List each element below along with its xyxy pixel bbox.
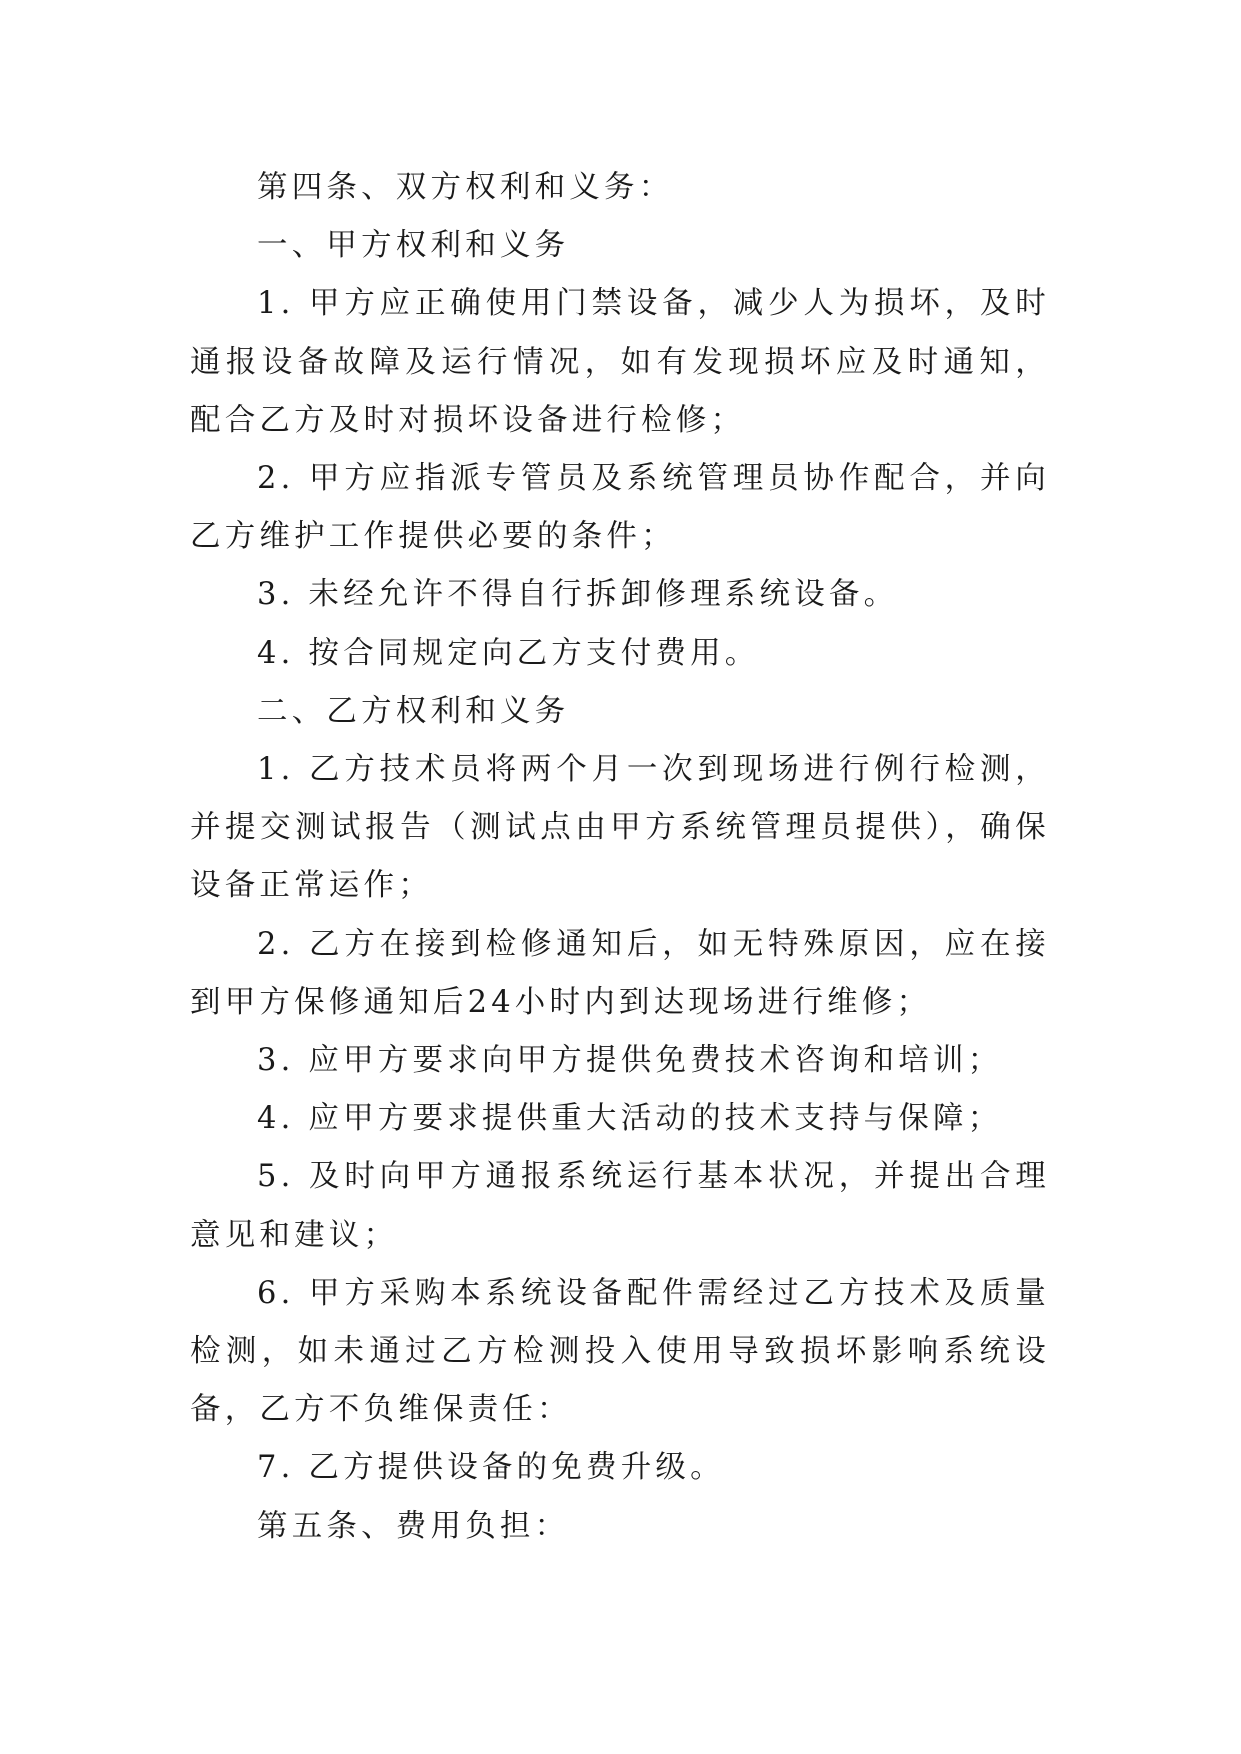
party-a-clause-3: 3. 未经允许不得自行拆卸修理系统设备。 [257, 577, 899, 613]
party-b-clause-3: 3. 应甲方要求向甲方提供免费技术咨询和培训； [257, 1043, 1003, 1079]
party-b-clause-6: 6. 甲方采购本系统设备配件需经过乙方技术及质量检测，如未通过乙方检测投入使用导致损坏影响系统设备，乙方不负维保责任： [190, 1275, 1050, 1428]
party-b-section-heading: 二、乙方权利和义务 [257, 693, 570, 729]
party-b-clause-2: 2. 乙方在接到检修通知后，如无特殊原因，应在接到甲方保修通知后24小时内到达现场进行维修； [190, 926, 1050, 1020]
party-a-clause-2: 2. 甲方应指派专管员及系统管理员协作配合，并向乙方维护工作提供必要的条件； [190, 461, 1050, 555]
party-b-clause-1: 1. 乙方技术员将两个月一次到现场进行例行检测，并提交测试报告（测试点由甲方系统管理员提供），确保设备正常运作； [190, 752, 1050, 904]
party-b-clause-4: 4. 应甲方要求提供重大活动的技术支持与保障； [257, 1101, 1003, 1137]
party-a-clause-4: 4. 按合同规定向乙方支付费用。 [257, 635, 760, 671]
party-a-clause-1: 1. 甲方应正确使用门禁设备，减少人为损坏，及时通报设备故障及运行情况，如有发现损坏应及时通知，配合乙方及时对损坏设备进行检修； [190, 286, 1050, 438]
party-b-clause-7: 7. 乙方提供设备的免费升级。 [257, 1450, 725, 1486]
party-b-clause-5: 5. 及时向甲方通报系统运行基本状况，并提出合理意见和建议； [190, 1159, 1050, 1253]
document-body [190, 159, 1050, 1556]
article-4-heading: 第四条、双方权利和义务： [257, 170, 674, 205]
party-a-section-heading: 一、甲方权利和义务 [257, 228, 570, 264]
article-5-heading: 第五条、费用负担： [257, 1508, 570, 1544]
